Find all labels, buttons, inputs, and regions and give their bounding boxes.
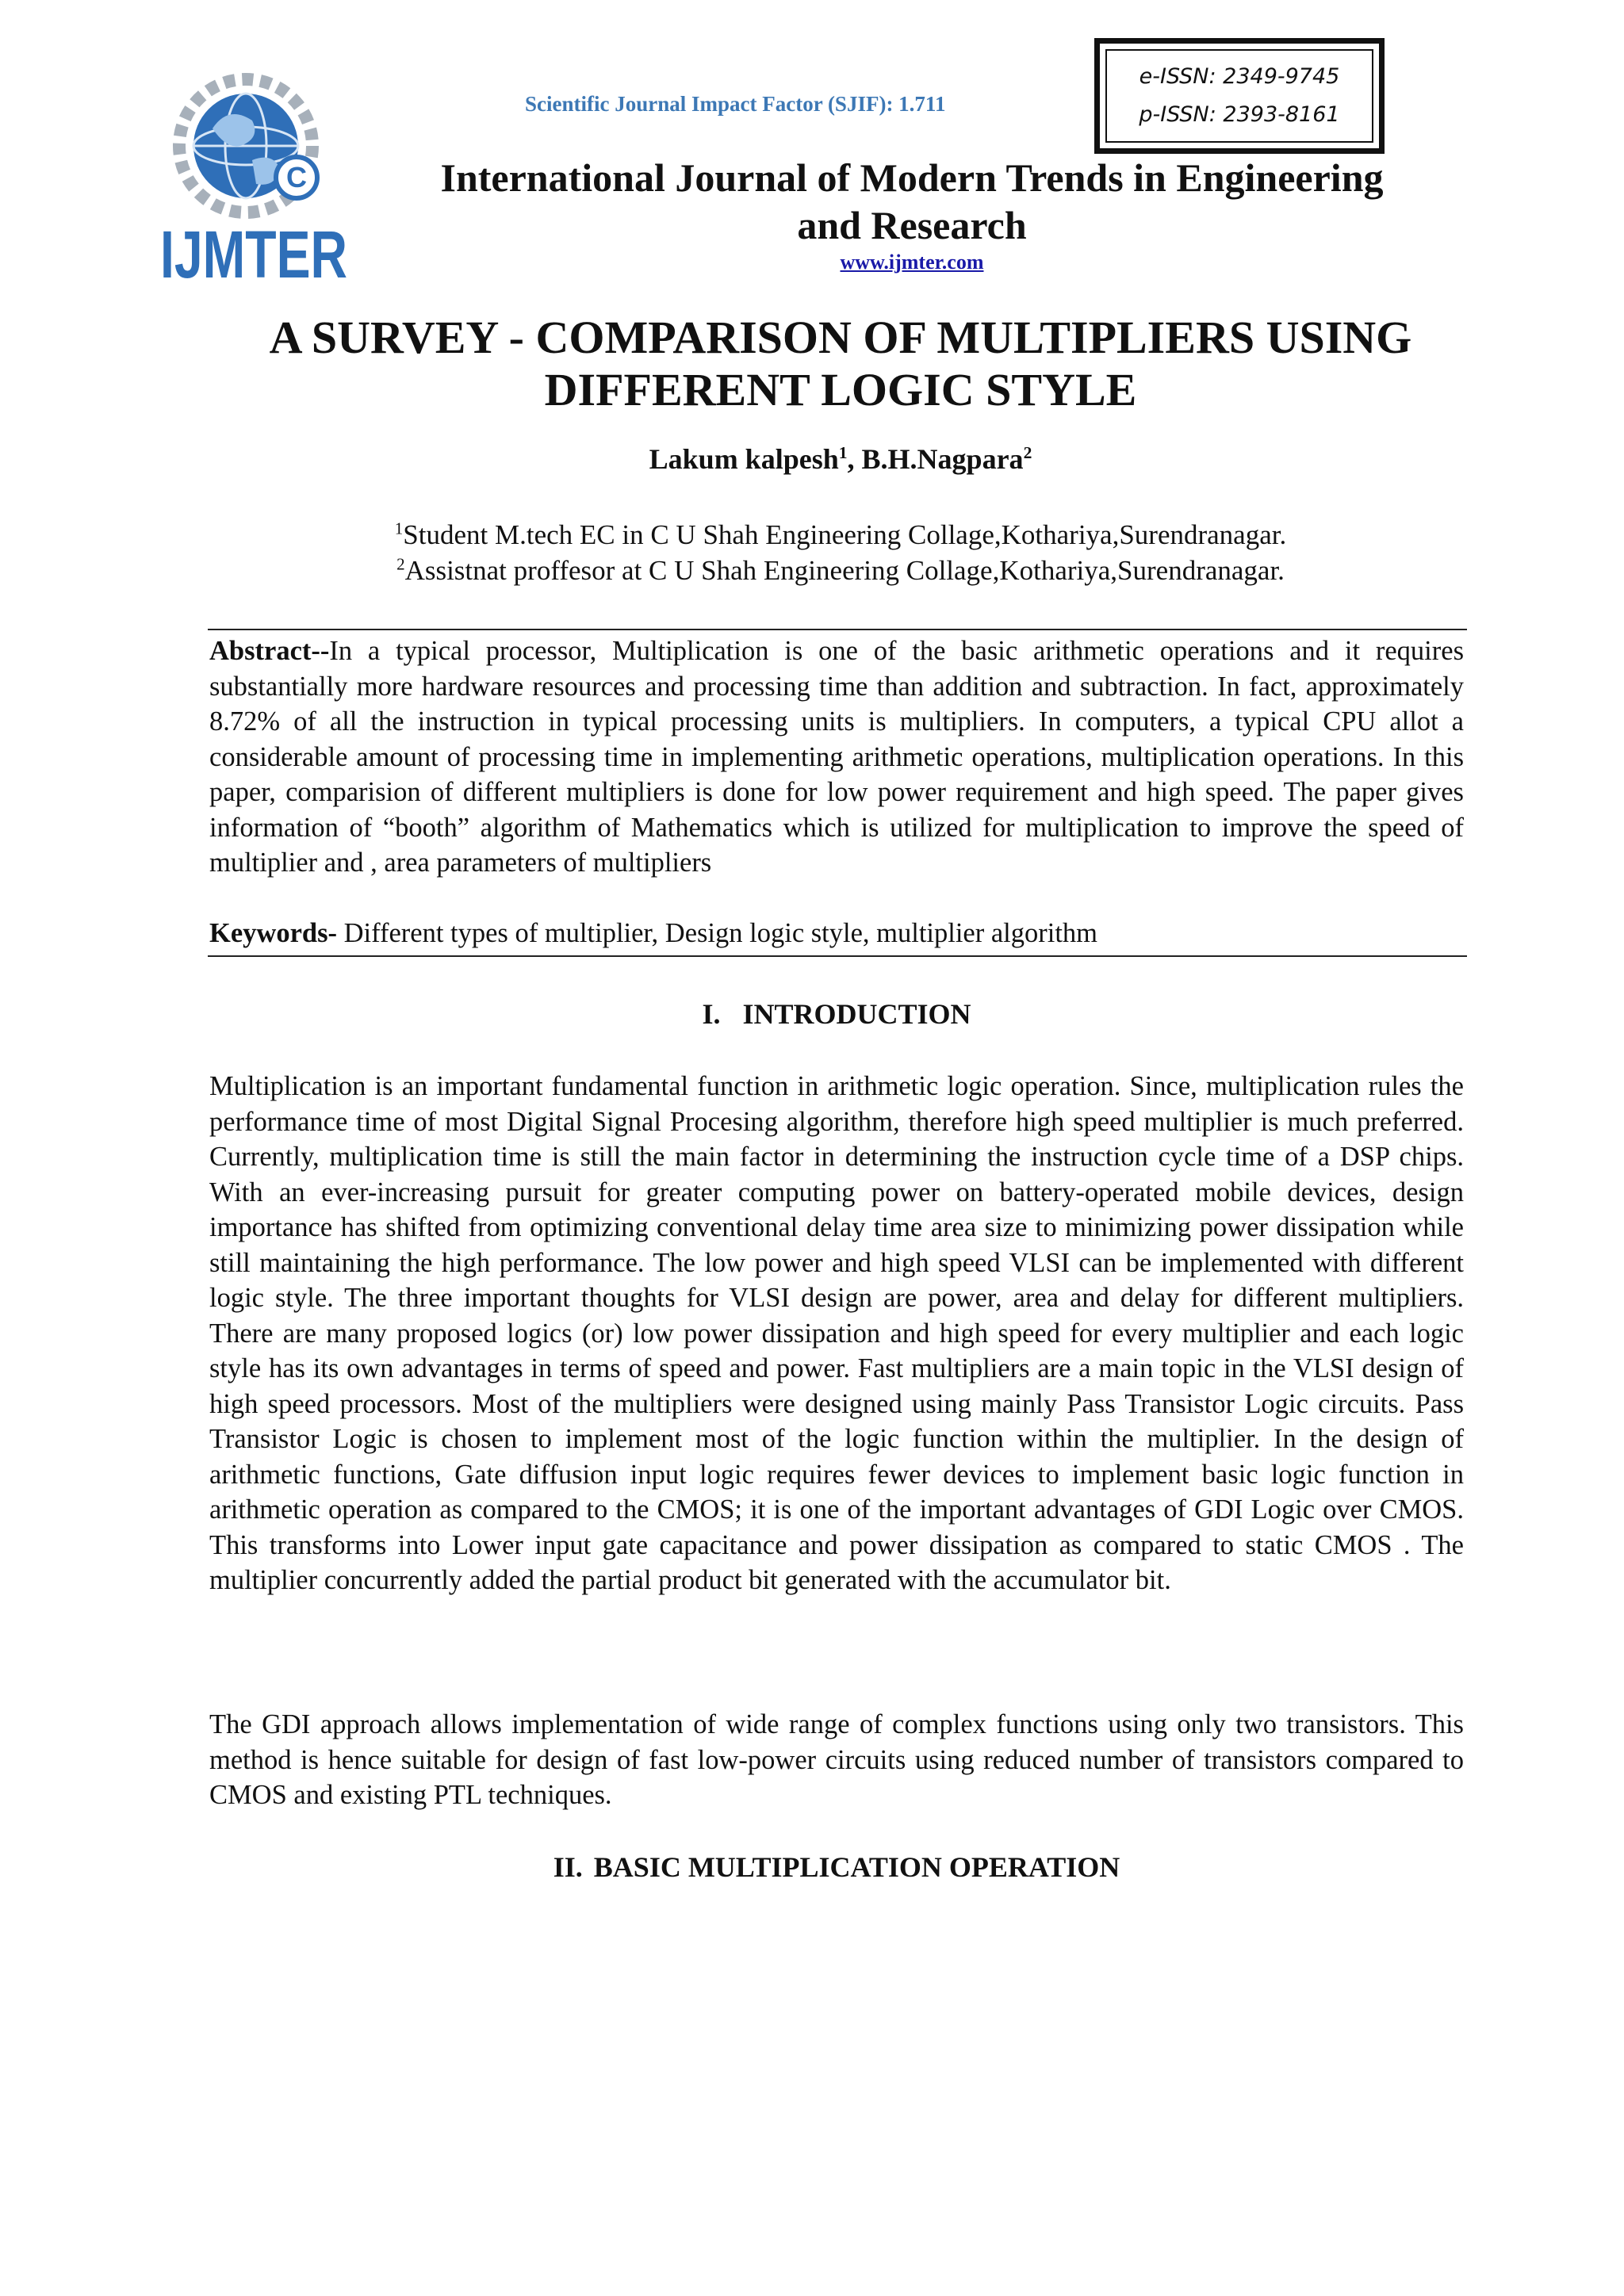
abstract [209,633,1464,881]
section-2-title: BASIC MULTIPLICATION OPERATION [593,1851,1120,1883]
section-1-number: I. [702,998,721,1030]
keywords-label: Keywords- [209,918,337,948]
authors [206,442,1475,476]
paper-title-line2: DIFFERENT LOGIC STYLE [544,364,1137,415]
journal-url-link[interactable]: www.ijmter.com [840,251,984,274]
journal-name-line2: and Research [797,203,1027,247]
affiliation-1-sup: 1 [394,519,404,538]
intro-paragraph-1: Multiplication is an important fundamental function in arithmetic logic operation. Since, multiplication rules the performance time of most Digital Signal Procesing algorithm, therefore high speed multiplier is much preferred. Currently, multiplication time is still the main factor in determining the instruction cycle time of a DSP chips. With an ever-increasing pursuit for greater computing power on battery-operated mobile devices, design importance has shifted from optimizing conventional delay time area size to minimizing power dissipation while still maintaining the high performance. The low power and high speed VLSI can be implemented with different logic style. The three important thoughts for VLSI design are power, area and delay for different multipliers. There are many proposed logics (or) low power dissipation and high speed for every multiplier and each logic style has its own advantages in terms of speed and power. Fast multipliers are a main topic in the VLSI design of high speed processors. Most of the multipliers were designed using mainly Pass Transistor Logic circuits. Pass Transistor Logic is chosen to implement most of the logic function within the multiplier. In the design of arithmetic functions, Gate diffusion input logic requires fewer devices to implement basic logic function in arithmetic operation as compared to the CMOS; it is one of the important advantages of GDI Logic over CMOS. This transforms into Lower input gate capacitance and power dissipation as compared to static CMOS . The multiplier concurrently added the partial product bit generated with the accumulator bit. [209,1071,1464,1595]
affiliation-2-text: Assistnat proffesor at C U Shah Engineering Collage,Kothariya,Surendranagar. [404,555,1285,586]
impact-factor: Scientific Journal Impact Factor (SJIF): 1.711 [525,92,946,116]
section-1-title: INTRODUCTION [742,998,971,1030]
section-2-number: II. [553,1851,583,1883]
author-1: Lakum kalpesh [649,443,839,475]
issn-box [1094,38,1385,154]
pissn: p-ISSN: 2393-8161 [1139,102,1340,127]
abstract-top-rule [208,629,1467,630]
keywords [209,916,1464,951]
affiliation-2 [206,555,1475,587]
author-separator: , [847,443,862,475]
author-1-sup: 1 [838,443,848,462]
journal-logo [157,73,352,292]
section-1-heading [209,997,1464,1031]
affiliation-1-text: Student M.tech EC in C U Shah Engineering Collage,Kothariya,Surendranagar. [403,519,1287,550]
abstract-text: In a typical processor, Multiplication is one of the basic arithmetic operations and it requires substantially more hardware resources and processing time than addition and subtraction. In fact, approximately 8.72% of all the instruction in typical processing units is multipliers. In computers, a typical CPU allot a considerable amount of processing time in implementing arithmetic operations, multiplication operations. In this paper, comparision of different multipliers is done for low power requirement and high speed. The paper gives information of “booth” algorithm of Mathematics which is utilized for multiplication to improve the speed of multiplier and , area parameters of multipliers [209,636,1464,878]
author-2-sup: 2 [1023,443,1032,462]
affiliation-2-sup: 2 [396,554,405,574]
abstract-bottom-rule [208,955,1467,957]
svg-text:C: C [286,161,307,193]
paper-title [127,312,1554,416]
keywords-text: Different types of multiplier, Design logic style, multiplier algorithm [336,918,1097,948]
journal-name [341,154,1483,249]
intro-paragraph-2: The GDI approach allows implementation of wide range of complex functions using only two transistors. This method is hence suitable for design of fast low-power circuits using reduced number of transistors compared to CMOS and existing PTL techniques. [209,1709,1464,1810]
section-2-heading [209,1850,1464,1884]
paper-title-line1: A SURVEY - COMPARISON OF MULTIPLIERS USING [269,312,1412,363]
eissn: e-ISSN: 2349-9745 [1139,64,1340,89]
abstract-label: Abstract-- [209,636,330,666]
affiliation-1 [206,519,1475,551]
logo-wordmark: IJMTER [160,217,347,292]
journal-name-line1: International Journal of Modern Trends in Engineering [440,155,1384,200]
author-2: B.H.Nagpara [861,443,1024,475]
